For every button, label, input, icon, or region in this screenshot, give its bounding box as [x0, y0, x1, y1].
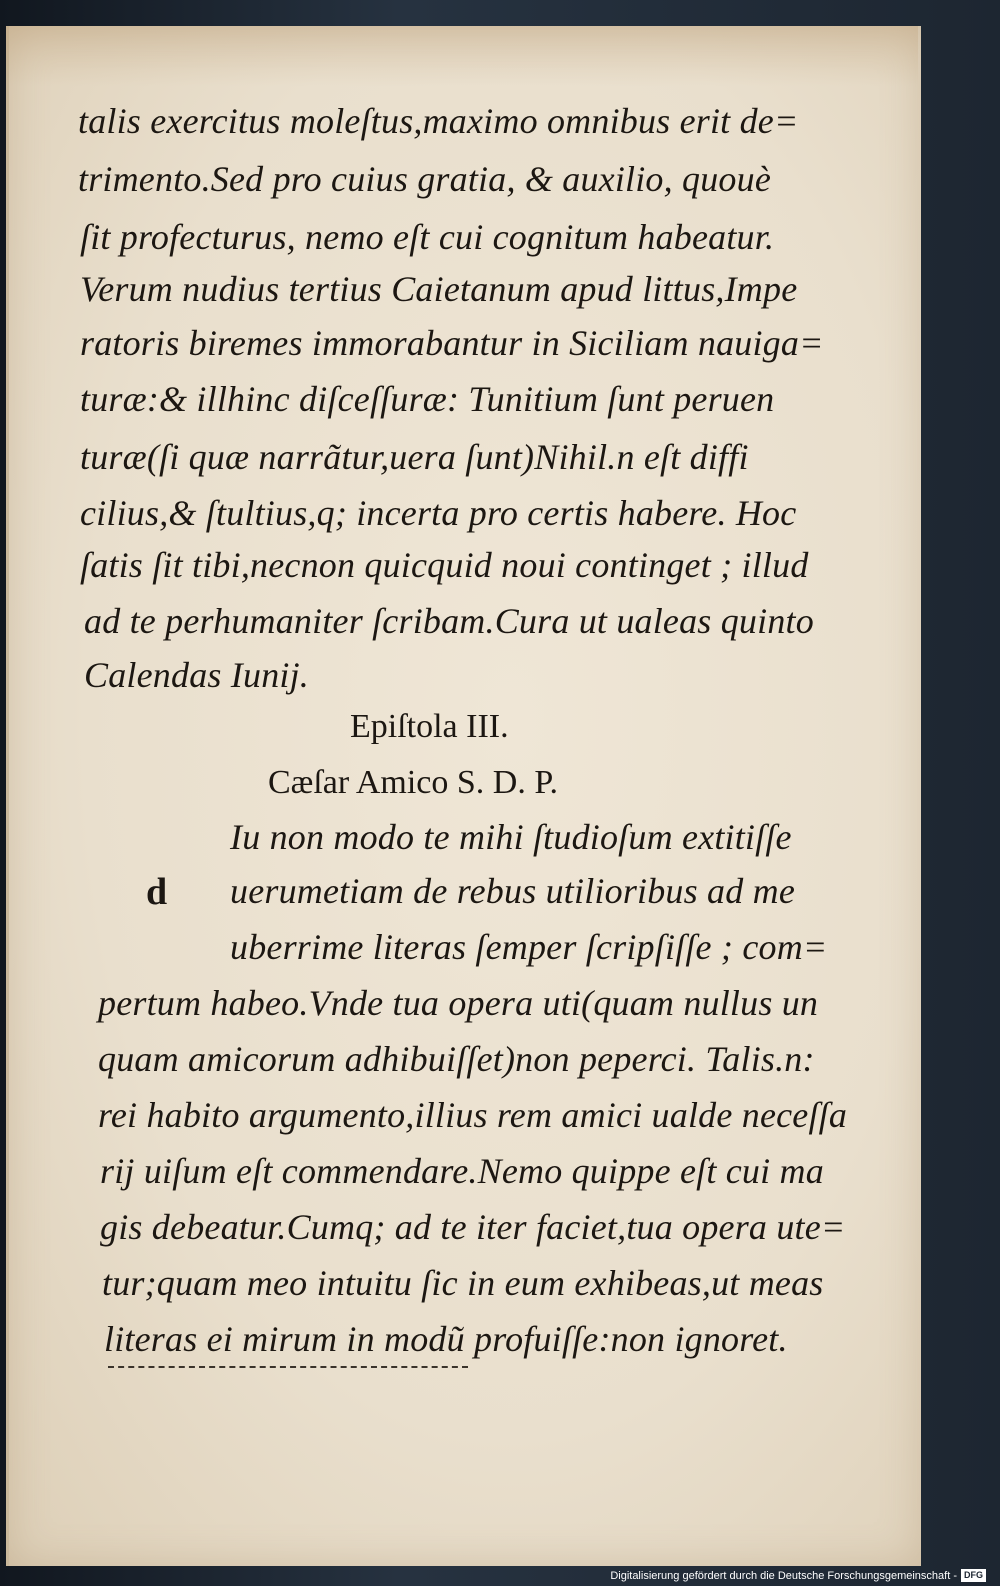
- letter-line: rij uiſum eſt commendare.Nemo quippe eſt cui ma: [100, 1151, 824, 1191]
- text-line: turæ:& illhinc diſceſſuræ: Tunitium ſunt peruen: [80, 379, 775, 419]
- text-line: turæ(ſi quæ narrãtur,uera ſunt)Nihil.n eſt diffi: [80, 437, 749, 477]
- credit-text: Digitalisierung gefördert durch die Deutsche Forschungsgemeinschaft -: [610, 1569, 957, 1582]
- page-stain: [6, 26, 918, 86]
- letter-line: uerumetiam de rebus utilioribus ad me: [230, 871, 796, 911]
- text-line: talis exercitus moleſtus,maximo omnibus erit de=: [78, 101, 799, 141]
- text-line: ratoris biremes immorabantur in Siciliam nauiga=: [80, 323, 824, 363]
- letter-line: gis debeatur.Cumq; ad te iter faciet,tua opera ute=: [100, 1207, 846, 1247]
- text-line: ad te perhumaniter ſcribam.Cura ut ualeas quinto: [84, 601, 814, 641]
- letter-line: quam amicorum adhibuiſſet)non peperci. Talis.n:: [98, 1039, 815, 1079]
- text-line: Verum nudius tertius Caietanum apud littus,Impe: [80, 269, 798, 309]
- letter-line: pertum habeo.Vnde tua opera uti(quam nullus un: [98, 983, 819, 1023]
- letter-line: rei habito argumento,illius rem amici ualde neceſſa: [98, 1095, 848, 1135]
- text-line: cilius,& ſtultius,q; incerta pro certis habere. Hoc: [80, 493, 797, 533]
- text-line: ſatis ſit tibi,necnon quicquid noui continget ; illud: [80, 545, 809, 585]
- letter-line: tur;quam meo intuitu ſic in eum exhibeas,ut meas: [102, 1263, 824, 1303]
- dfg-logo-icon: DFG: [961, 1569, 986, 1582]
- letter-line: literas ei mirum in modũ profuiſſe:non ignoret.: [104, 1319, 788, 1359]
- epistle-heading: Epiſtola III.: [350, 708, 509, 745]
- text-line: ſit profecturus, nemo eſt cui cognitum habeatur.: [80, 217, 775, 257]
- letter-line: Iu non modo te mihi ſtudioſum extitiſſe: [230, 817, 792, 857]
- drop-initial: d: [146, 871, 168, 913]
- salutation-heading: Cæſar Amico S. D. P.: [268, 764, 558, 801]
- digitization-credit: [610, 1569, 986, 1582]
- text-line: trimento.Sed pro cuius gratia, & auxilio, quouè: [78, 159, 772, 199]
- bottom-rule: [108, 1366, 468, 1368]
- text-line: Calendas Iunij.: [84, 655, 309, 695]
- letter-line: uberrime literas ſemper ſcripſiſſe ; com=: [230, 927, 828, 967]
